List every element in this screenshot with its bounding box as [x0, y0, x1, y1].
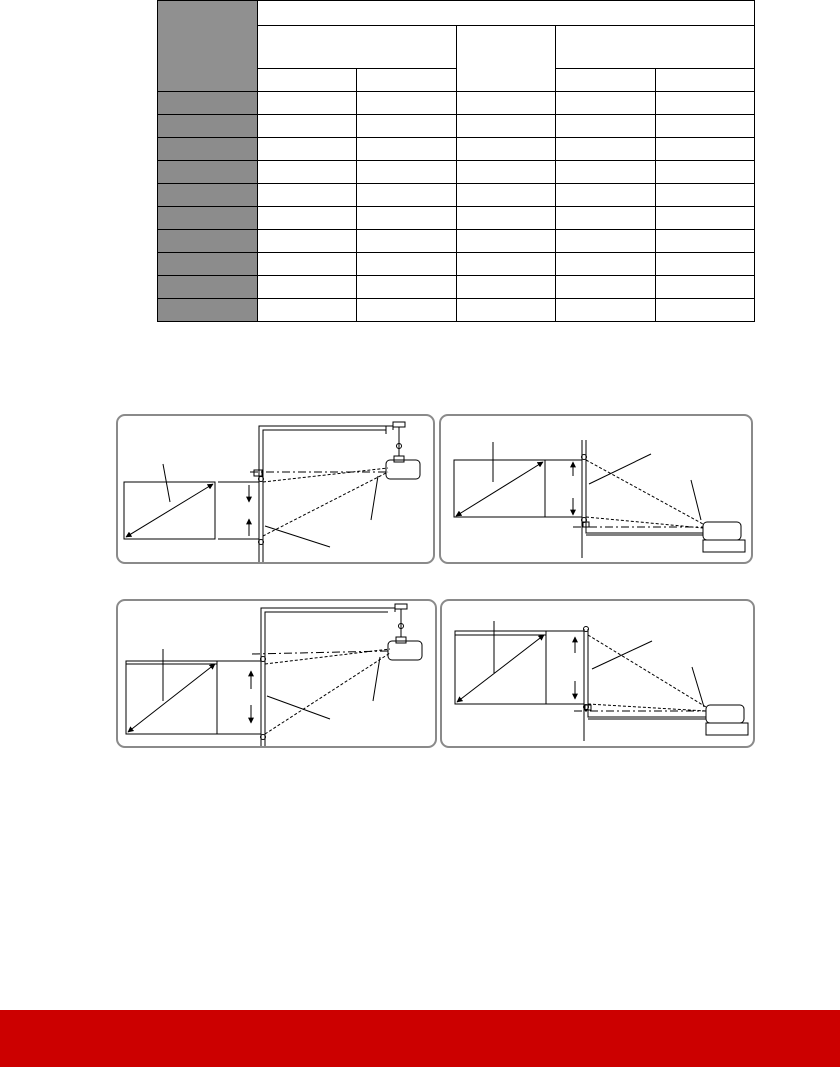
table-cell [456, 253, 556, 276]
table-row [158, 115, 755, 138]
table-cell [456, 276, 556, 299]
table-projection-diagram [441, 416, 753, 564]
table-cell [655, 253, 755, 276]
row-header-cell [158, 92, 258, 115]
table-cell [556, 276, 656, 299]
diagram-panel-table-alt [440, 599, 755, 748]
ceiling-projection-diagram-alt [118, 601, 437, 748]
row-header-cell [158, 276, 258, 299]
table-cell [357, 276, 457, 299]
table-cell [357, 138, 457, 161]
table-cell [655, 92, 755, 115]
table-cell [257, 138, 357, 161]
row-header-cell [158, 299, 258, 322]
table-header-main [257, 1, 755, 26]
table-cell [556, 115, 656, 138]
table-cell [655, 161, 755, 184]
table-projection-diagram-alt [442, 601, 755, 748]
row-header-cell [158, 230, 258, 253]
table-cell [556, 253, 656, 276]
table-cell [556, 161, 656, 184]
table-row [158, 138, 755, 161]
table-cell [257, 207, 357, 230]
table-cell [655, 115, 755, 138]
table-cell [257, 92, 357, 115]
table-cell [655, 207, 755, 230]
table-header-group-left [257, 26, 456, 69]
table-row [158, 184, 755, 207]
table-cell [655, 184, 755, 207]
table-corner-header [158, 1, 258, 92]
table-cell [456, 92, 556, 115]
table-cell [257, 230, 357, 253]
table-cell [257, 276, 357, 299]
table-cell [556, 92, 656, 115]
table-cell [257, 253, 357, 276]
table-cell [357, 92, 457, 115]
row-header-cell [158, 161, 258, 184]
table-cell [357, 184, 457, 207]
diagram-panel-ceiling [116, 414, 435, 564]
row-header-cell [158, 115, 258, 138]
table-subheader [556, 69, 656, 92]
table-cell [456, 230, 556, 253]
table-cell [556, 184, 656, 207]
table-header-group-right [556, 26, 755, 69]
table-cell [357, 253, 457, 276]
table-subheader [357, 69, 457, 92]
table-cell [357, 299, 457, 322]
table-cell [357, 161, 457, 184]
ceiling-projection-diagram [118, 416, 435, 564]
table-cell [456, 138, 556, 161]
table-subheader [655, 69, 755, 92]
row-header-cell [158, 207, 258, 230]
row-header-cell [158, 138, 258, 161]
table-cell [257, 115, 357, 138]
table-cell [357, 115, 457, 138]
table-cell [655, 299, 755, 322]
table-cell [456, 161, 556, 184]
table-cell [556, 299, 656, 322]
table-cell [655, 276, 755, 299]
row-header-cell [158, 184, 258, 207]
projection-spec-table [157, 0, 755, 322]
table-row [158, 299, 755, 322]
table-cell [456, 299, 556, 322]
footer-bar [0, 1010, 840, 1067]
table-header-middle [456, 26, 556, 92]
table-subheader [257, 69, 357, 92]
table-row [158, 92, 755, 115]
table-row [158, 207, 755, 230]
table-cell [556, 230, 656, 253]
table-cell [655, 230, 755, 253]
table-cell [257, 161, 357, 184]
table-cell [257, 184, 357, 207]
table-cell [357, 230, 457, 253]
table-cell [456, 184, 556, 207]
table-cell [456, 115, 556, 138]
table-cell [655, 138, 755, 161]
diagram-panel-table [439, 414, 753, 564]
table-cell [556, 207, 656, 230]
table-body [158, 92, 755, 322]
table-row [158, 161, 755, 184]
table-row [158, 276, 755, 299]
table-cell [556, 138, 656, 161]
table-row [158, 230, 755, 253]
table-cell [357, 207, 457, 230]
diagram-panel-ceiling-alt [116, 599, 437, 748]
row-header-cell [158, 253, 258, 276]
table-cell [456, 207, 556, 230]
table-row [158, 253, 755, 276]
table-cell [257, 299, 357, 322]
